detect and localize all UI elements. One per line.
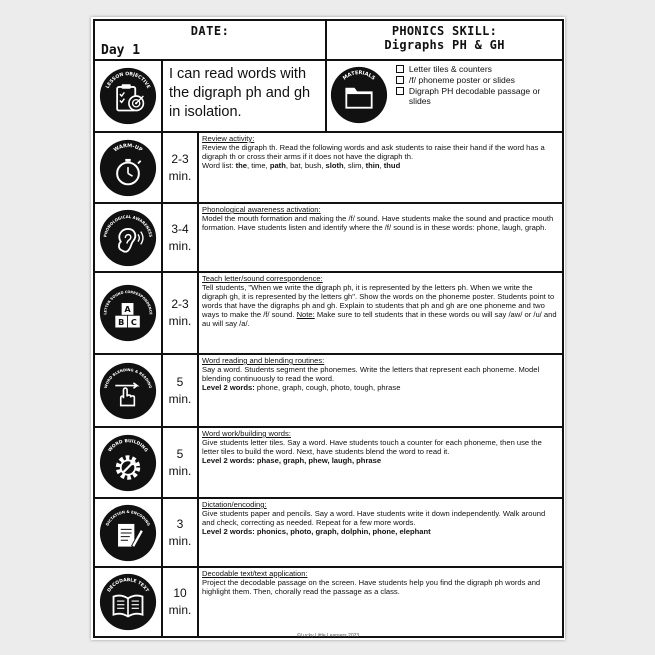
lesson-plan-page [91, 17, 565, 640]
activity-description: Teach letter/sound correspondence: Tell students, "When we write the digraph ph, it is represented by the letters ph. When we write the digraph gh, it is represented by the letters gh". Show the words on the phoneme poster. Students point to words that have the digraphs ph and gh. Explain to students that ph and gh are one phoneme and two ways to make the /f/ sound. Note: Make sure to tell students that in these words ou will say /aw/ or /u/ and au will say /a/. [198, 272, 563, 354]
pointing-hand-icon [99, 362, 157, 420]
activity-description: Review activity: Review the digraph th. Read the following words and ask students to raise their hand if the word has a digraph th or cross their arms if it does not have the digraph th. Word list: the, time, path, bat, bush, sloth, slim, thin, thud [198, 132, 563, 203]
paper-pencil-icon [99, 504, 157, 562]
objective-row [94, 60, 563, 132]
svg-text:A: A [124, 304, 131, 315]
materials-cell [326, 60, 563, 132]
decodable-text-badge-label: DECODABLE TEXT [106, 578, 150, 594]
time-estimate: 2-3 min. [162, 272, 198, 354]
materials-item[interactable]: /f/ phoneme poster or slides [396, 75, 559, 85]
materials-item[interactable]: Digraph PH decodable passage or slides [396, 86, 559, 106]
warm-up-row [94, 132, 563, 203]
letter-sound-badge-label: LETTER SOUND CORRESPONDENCE [103, 290, 153, 315]
ear-icon [99, 209, 157, 267]
checklist-target-icon [99, 67, 157, 125]
activity-title: Review activity: [202, 134, 255, 143]
time-estimate: 5 min. [162, 427, 198, 498]
svg-text:B: B [118, 316, 125, 327]
header-row [94, 20, 563, 60]
phonological-awareness-row [94, 203, 563, 272]
word-blending-row [94, 354, 563, 427]
phonics-skill-cell [326, 20, 563, 60]
stopwatch-icon [99, 139, 157, 197]
activity-description: Word reading and blending routines: Say a word. Students segment the phonemes. Write the letters that represent each phoneme. Model blending continuously to read the word. Level 2 words: phone, graph, cough, photo, tough, phrase [198, 354, 563, 427]
dictation-row [94, 498, 563, 567]
objective-badge-label: LESSON OBJECTIVE [105, 72, 151, 90]
day-label: Day 1 [101, 43, 141, 58]
date-label: DATE: [190, 24, 230, 38]
word-building-badge-label: WORD BUILDING [107, 438, 149, 453]
time-estimate: 3-4 min. [162, 203, 198, 272]
objective-text: I can read words with the digraph ph and gh in isolation. [162, 60, 326, 132]
phonics-skill-label: PHONICS SKILL: [391, 24, 498, 38]
time-estimate: 10 min. [162, 567, 198, 637]
checkbox-icon[interactable] [396, 65, 404, 73]
lesson-plan-table [93, 19, 564, 638]
objective-badge [94, 60, 162, 132]
abc-blocks-icon [99, 284, 157, 342]
decodable-text-row [94, 567, 563, 637]
activity-title: Teach letter/sound correspondence: [202, 274, 323, 283]
activity-description: Dictation/encoding: Give students paper and pencils. Say a word. Have students write it down independently. Walk around and check, correcting as needed. Repeat for a few more words. Level 2 words: phonics, photo, graph, dolphin, phone, elephant [198, 498, 563, 567]
materials-badge-label: MATERIALS [341, 70, 377, 82]
word-building-row [94, 427, 563, 498]
copyright-footer: ©Lucky Little Learners 2023 [296, 633, 360, 639]
gear-wrench-icon [99, 434, 157, 492]
activity-description: Word work/building words: Give students letter tiles. Say a word. Have students touch a counter for each phoneme, then use the letter tiles to build the word. Next, have students blend the word to read it. Level 2 words: phase, graph, phew, laugh, phrase [198, 427, 563, 498]
phonological-awareness-badge-label: PHONOLOGICAL AWARENESS [102, 213, 154, 238]
word-blending-badge-label: WORD BLENDING & READING [103, 367, 153, 389]
activity-description: Decodable text/text application: Project the decodable passage on the screen. Have students help you find the digraph ph words and highlight them. Then, chorally read the passage as a class. [198, 567, 563, 637]
activity-title: Dictation/encoding: [202, 500, 267, 509]
checkbox-icon[interactable] [396, 76, 404, 84]
activity-title: Phonological awareness activation: [202, 205, 321, 214]
date-cell[interactable] [94, 20, 326, 60]
activity-title: Word reading and blending routines: [202, 356, 325, 365]
dictation-badge-label: DICTATION & ENCODING [105, 509, 151, 527]
checkbox-icon[interactable] [396, 87, 404, 95]
time-estimate: 3 min. [162, 498, 198, 567]
folder-icon [330, 66, 388, 124]
phonics-skill-name: Digraphs PH & GH [384, 38, 505, 52]
letter-sound-row [94, 272, 563, 354]
time-estimate: 2-3 min. [162, 132, 198, 203]
materials-item[interactable]: Letter tiles & counters [396, 64, 559, 74]
activity-description: Phonological awareness activation: Model the mouth formation and making the /f/ sound. Have students make the sound and practice mouth formation. Have students listen and identify where the /f/ sound is in these words: phone, laugh, graph. [198, 203, 563, 272]
warm-up-badge-label: WARM-UP [112, 142, 144, 153]
open-book-icon [99, 573, 157, 631]
svg-text:C: C [130, 316, 137, 327]
time-estimate: 5 min. [162, 354, 198, 427]
activity-title: Decodable text/text application: [202, 569, 308, 578]
activity-title: Word work/building words: [202, 429, 291, 438]
materials-list [391, 61, 562, 124]
